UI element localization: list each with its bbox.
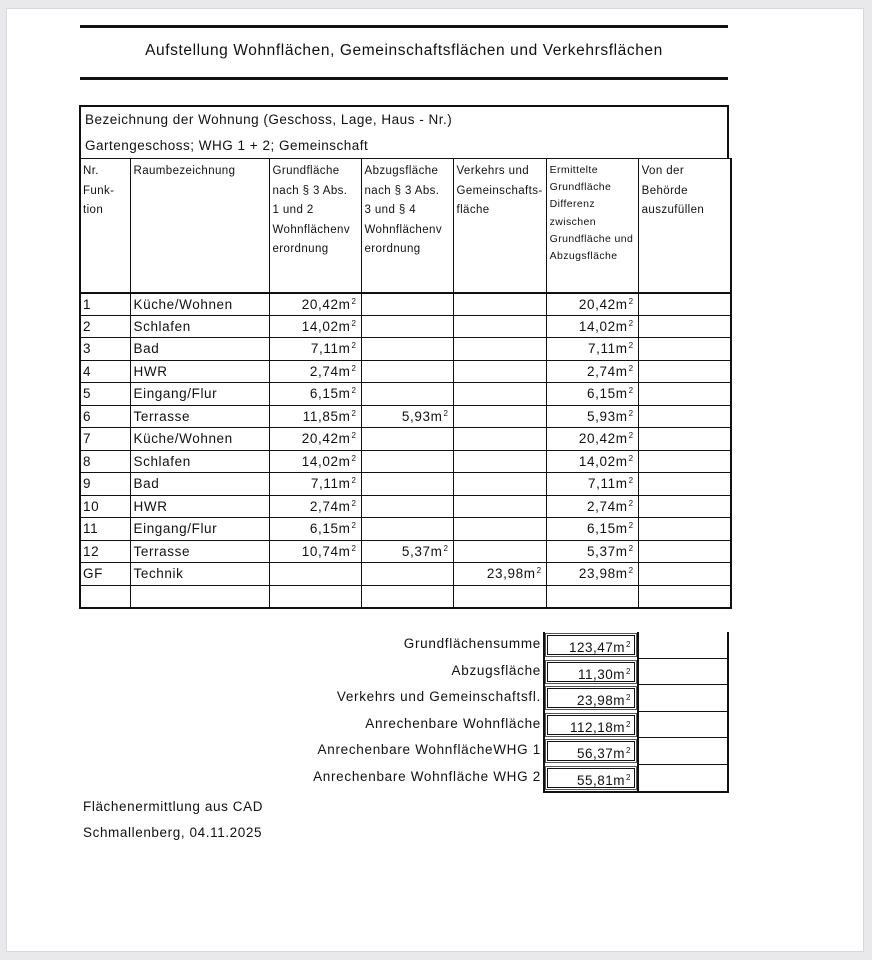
unit-m2: $m^2$	[613, 640, 631, 655]
cell-value: 14,02	[578, 318, 616, 334]
cell-value: 9	[83, 476, 92, 492]
cell-verkehr	[453, 473, 546, 496]
cell-value: Schlafen	[133, 453, 191, 469]
unit-m2: $m^2$	[615, 341, 634, 357]
cell-behoerde	[638, 315, 731, 338]
cell-behoerde	[638, 383, 731, 406]
summary-authority-cell	[637, 685, 727, 712]
cell-abzug	[361, 540, 453, 563]
summary-label: Anrechenbare Wohnfläche	[365, 715, 541, 731]
cell-behoerde	[638, 338, 731, 361]
unit-m2: $m^2$	[338, 296, 357, 312]
unit-m2: $m^2$	[615, 431, 634, 447]
cell-value: 20,42	[578, 431, 616, 447]
cell-value: 5,93	[401, 408, 431, 424]
summary-value	[545, 739, 637, 763]
cell-behoerde	[638, 540, 731, 563]
unit-m2: $m^2$	[338, 431, 357, 447]
unit-m2: $m^2$	[523, 566, 542, 582]
cell-room	[130, 315, 269, 338]
document-title: Aufstellung Wohnflächen, Gemeinschaftsflächen und Verkehrsflächen	[145, 42, 663, 59]
cell-value: 20,42	[301, 296, 339, 312]
cell-room	[130, 540, 269, 563]
table-row	[80, 360, 731, 383]
cell-value: HWR	[133, 363, 168, 379]
cell-value: 5,37	[587, 543, 616, 559]
cell-value: 6	[83, 408, 92, 424]
title-rule-top	[80, 25, 728, 28]
unit-m2: $m^2$	[615, 453, 634, 469]
cell-room	[130, 428, 269, 451]
cell-grund	[269, 405, 361, 428]
table-row	[80, 518, 731, 541]
cell-value: 3	[83, 341, 92, 357]
cell-verkehr	[453, 540, 546, 563]
header-ermittelt: Ermittelte Grundfläche Differenz zwischen Grundfläche und Abzugsfläche	[546, 159, 638, 293]
cell-value: 2,74	[587, 363, 616, 379]
unit-m2: $m^2$	[615, 543, 634, 559]
cell-value: 7,11	[588, 341, 616, 357]
cell-value: 14,02	[578, 453, 616, 469]
unit-m2: $m^2$	[338, 476, 357, 492]
cell-room	[130, 518, 269, 541]
cell-value: Bad	[133, 341, 160, 357]
cell-value: 5,37	[401, 543, 431, 559]
table-row	[80, 428, 731, 451]
cell-nr	[80, 405, 130, 428]
cell-value: HWR	[133, 498, 168, 514]
footer-source: Flächenermittlung aus CAD	[83, 799, 264, 814]
cell-ermittelt	[546, 518, 638, 541]
cell-verkehr	[453, 585, 546, 608]
cell-abzug	[361, 338, 453, 361]
header-grundflaeche: Grundfläche nach § 3 Abs. 1 und 2 Wohnflächenv erordnung	[269, 159, 361, 293]
unit-m2: $m^2$	[615, 296, 634, 312]
unit-m2: $m^2$	[615, 521, 634, 537]
table-row	[80, 450, 731, 473]
unit-m2: $m^2$	[613, 693, 631, 708]
cell-abzug	[361, 450, 453, 473]
cell-ermittelt	[546, 360, 638, 383]
unit-m2: $m^2$	[615, 408, 634, 424]
table-row	[80, 585, 731, 608]
cell-value: 6,15	[587, 521, 616, 537]
cell-grund	[269, 473, 361, 496]
cell-abzug	[361, 405, 453, 428]
cell-value: 5	[83, 386, 92, 402]
cell-value: 23,98	[578, 566, 616, 582]
cell-ermittelt	[546, 315, 638, 338]
table-row	[80, 315, 731, 338]
cell-behoerde	[638, 360, 731, 383]
cell-abzug	[361, 315, 453, 338]
apartment-value: Gartengeschoss; WHG 1 + 2; Gemeinschaft	[85, 138, 369, 153]
unit-m2: $m^2$	[430, 408, 449, 424]
cell-behoerde	[638, 428, 731, 451]
unit-m2: $m^2$	[338, 318, 357, 334]
summary-number: 123,47	[569, 640, 614, 655]
cell-abzug	[361, 495, 453, 518]
cell-room	[130, 293, 269, 316]
cell-ermittelt	[546, 563, 638, 586]
cell-nr	[80, 563, 130, 586]
summary-label: Grundflächensumme	[403, 636, 541, 651]
cell-value: Schlafen	[133, 318, 191, 334]
unit-m2: $m^2$	[430, 543, 449, 559]
cell-room	[130, 473, 269, 496]
cell-ermittelt	[546, 293, 638, 316]
cell-value: Terrasse	[133, 543, 191, 559]
cell-room	[130, 563, 269, 586]
table-row	[80, 495, 731, 518]
cell-nr	[80, 450, 130, 473]
unit-m2: $m^2$	[338, 386, 357, 402]
cell-value: 7	[83, 431, 92, 447]
cell-room	[130, 450, 269, 473]
cell-grund	[269, 315, 361, 338]
summary-values	[543, 632, 729, 793]
cell-grund	[269, 518, 361, 541]
summary-number: 55,81	[577, 772, 614, 788]
cell-value: 1	[83, 296, 92, 312]
cell-abzug	[361, 518, 453, 541]
cell-value: 6,15	[309, 521, 339, 537]
cell-value: 20,42	[578, 296, 616, 312]
cell-verkehr	[453, 360, 546, 383]
cell-nr	[80, 338, 130, 361]
cell-value: Eingang/Flur	[133, 521, 218, 537]
cell-value: 5,93	[587, 408, 616, 424]
unit-m2: $m^2$	[613, 666, 631, 682]
cell-ermittelt	[546, 338, 638, 361]
cell-value: 11,85	[302, 408, 339, 424]
cell-grund	[269, 450, 361, 473]
cell-room	[130, 338, 269, 361]
cell-value: 7,11	[310, 476, 339, 492]
unit-m2: $m^2$	[615, 318, 634, 334]
cell-behoerde	[638, 518, 731, 541]
cell-ermittelt	[546, 428, 638, 451]
cell-nr	[80, 585, 130, 608]
unit-m2: $m^2$	[338, 521, 357, 537]
summary-value	[545, 686, 637, 710]
header-room: Raumbezeichnung	[130, 159, 269, 293]
cell-verkehr	[453, 428, 546, 451]
unit-m2: $m^2$	[338, 341, 357, 357]
cell-grund	[269, 540, 361, 563]
cell-value: Eingang/Flur	[133, 386, 218, 402]
cell-abzug	[361, 360, 453, 383]
cell-value: 4	[83, 363, 92, 379]
cell-verkehr	[453, 315, 546, 338]
summary-number: 112,18	[570, 719, 614, 735]
cell-nr	[80, 315, 130, 338]
cell-value: 14,02	[301, 453, 339, 469]
cell-value: Küche/Wohnen	[133, 431, 233, 447]
summary-label: Abzugsfläche	[451, 662, 541, 678]
cell-nr	[80, 473, 130, 496]
cell-abzug	[361, 293, 453, 316]
summary-value	[545, 633, 637, 657]
header-verkehrsflaeche: Verkehrs und Gemeinschafts- fläche	[453, 159, 546, 293]
cell-nr	[80, 360, 130, 383]
apartment-label: Bezeichnung der Wohnung (Geschoss, Lage, Haus - Nr.)	[85, 112, 453, 127]
cell-ermittelt	[546, 405, 638, 428]
cell-behoerde	[638, 405, 731, 428]
cell-behoerde	[638, 473, 731, 496]
table-row	[80, 405, 731, 428]
summary-authority-cell	[637, 765, 727, 792]
summary-label: Anrechenbare WohnflächeWHG 1	[317, 742, 541, 757]
cell-room	[130, 585, 269, 608]
summary-number: 56,37	[577, 746, 614, 761]
cell-abzug	[361, 428, 453, 451]
unit-m2: $m^2$	[615, 566, 634, 582]
cell-value: 11	[83, 521, 99, 537]
cell-value: 20,42	[301, 431, 339, 447]
cell-value: 23,98	[486, 566, 524, 582]
cell-nr	[80, 428, 130, 451]
cell-grund	[269, 585, 361, 608]
cell-grund	[269, 495, 361, 518]
cell-value: 10	[83, 498, 100, 514]
cell-grund	[269, 360, 361, 383]
cell-verkehr	[453, 495, 546, 518]
cell-ermittelt	[546, 585, 638, 608]
table-row	[80, 540, 731, 563]
unit-m2: $m^2$	[338, 363, 357, 379]
cell-ermittelt	[546, 473, 638, 496]
unit-m2: $m^2$	[613, 746, 631, 761]
footer-place-date: Schmallenberg, 04.11.2025	[83, 825, 263, 840]
cell-value: 2	[83, 318, 92, 334]
unit-m2: $m^2$	[338, 453, 357, 469]
cell-ermittelt	[546, 383, 638, 406]
cell-verkehr	[453, 405, 546, 428]
cell-behoerde	[638, 563, 731, 586]
summary-authority-cell	[637, 738, 727, 765]
summary-label: Verkehrs und Gemeinschaftsfl.	[336, 689, 541, 704]
header-behoerde: Von der Behörde auszufüllen	[638, 159, 731, 293]
unit-m2: $m^2$	[338, 498, 357, 514]
title-rule-bottom	[80, 77, 728, 80]
cell-value: 7,11	[588, 476, 616, 492]
cell-value: 12	[83, 543, 100, 559]
cell-nr	[80, 293, 130, 316]
header-abzugsflaeche: Abzugsfläche nach § 3 Abs. 3 und § 4 Wohnflächenv erordnung	[361, 159, 453, 293]
cell-value: 10,74	[301, 543, 339, 559]
summary-authority-cell	[637, 659, 727, 686]
cell-verkehr	[453, 518, 546, 541]
cell-grund	[269, 563, 361, 586]
cell-verkehr	[453, 450, 546, 473]
summary-value	[545, 766, 637, 790]
cell-grund	[269, 428, 361, 451]
unit-m2: $m^2$	[613, 719, 631, 735]
table-row	[80, 293, 731, 316]
summary-authority-cell	[637, 712, 727, 739]
cell-value: 14,02	[301, 318, 339, 334]
cell-value: 7,11	[310, 341, 339, 357]
cell-grund	[269, 383, 361, 406]
cell-abzug	[361, 563, 453, 586]
cell-value: Bad	[133, 476, 160, 492]
apartment-header	[79, 105, 729, 159]
cell-ermittelt	[546, 495, 638, 518]
cell-verkehr	[453, 563, 546, 586]
header-nr: Nr. Funk- tion	[80, 159, 130, 293]
cell-verkehr	[453, 293, 546, 316]
unit-m2: $m^2$	[613, 772, 631, 788]
unit-m2: $m^2$	[338, 543, 357, 559]
cell-room	[130, 383, 269, 406]
table-header-row	[80, 159, 731, 293]
cell-value: 6,15	[309, 386, 339, 402]
cell-abzug	[361, 585, 453, 608]
cell-ermittelt	[546, 540, 638, 563]
cell-verkehr	[453, 338, 546, 361]
cell-nr	[80, 518, 130, 541]
cell-value: 2,74	[309, 498, 339, 514]
unit-m2: $m^2$	[615, 498, 634, 514]
summary-authority-cell	[637, 632, 727, 659]
table-row	[80, 383, 731, 406]
table-row	[80, 338, 731, 361]
cell-grund	[269, 293, 361, 316]
unit-m2: $m^2$	[338, 408, 357, 424]
area-table	[79, 158, 732, 609]
cell-value: 6,15	[587, 386, 616, 402]
cell-verkehr	[453, 383, 546, 406]
cell-value: Küche/Wohnen	[133, 296, 233, 312]
unit-m2: $m^2$	[615, 363, 634, 379]
cell-nr	[80, 540, 130, 563]
cell-behoerde	[638, 585, 731, 608]
cell-ermittelt	[546, 450, 638, 473]
cell-value: 8	[83, 453, 92, 469]
unit-m2: $m^2$	[615, 476, 634, 492]
cell-room	[130, 495, 269, 518]
cell-value: Technik	[133, 566, 184, 582]
cell-room	[130, 360, 269, 383]
cell-nr	[80, 383, 130, 406]
cell-behoerde	[638, 495, 731, 518]
table-row	[80, 563, 731, 586]
cell-grund	[269, 338, 361, 361]
cell-value: GF	[83, 566, 103, 582]
cell-value: 2,74	[587, 498, 616, 514]
summary-label: Anrechenbare Wohnfläche WHG 2	[313, 768, 541, 784]
summary-number: 23,98	[577, 693, 614, 708]
summary-value	[545, 713, 637, 737]
cell-nr	[80, 495, 130, 518]
cell-abzug	[361, 473, 453, 496]
cell-value: 2,74	[309, 363, 339, 379]
cell-behoerde	[638, 293, 731, 316]
summary-number: 11,30	[578, 666, 614, 682]
cell-room	[130, 405, 269, 428]
table-row	[80, 473, 731, 496]
cell-value: Terrasse	[133, 408, 191, 424]
cell-behoerde	[638, 450, 731, 473]
summary-value	[545, 660, 637, 684]
unit-m2: $m^2$	[615, 386, 634, 402]
cell-abzug	[361, 383, 453, 406]
